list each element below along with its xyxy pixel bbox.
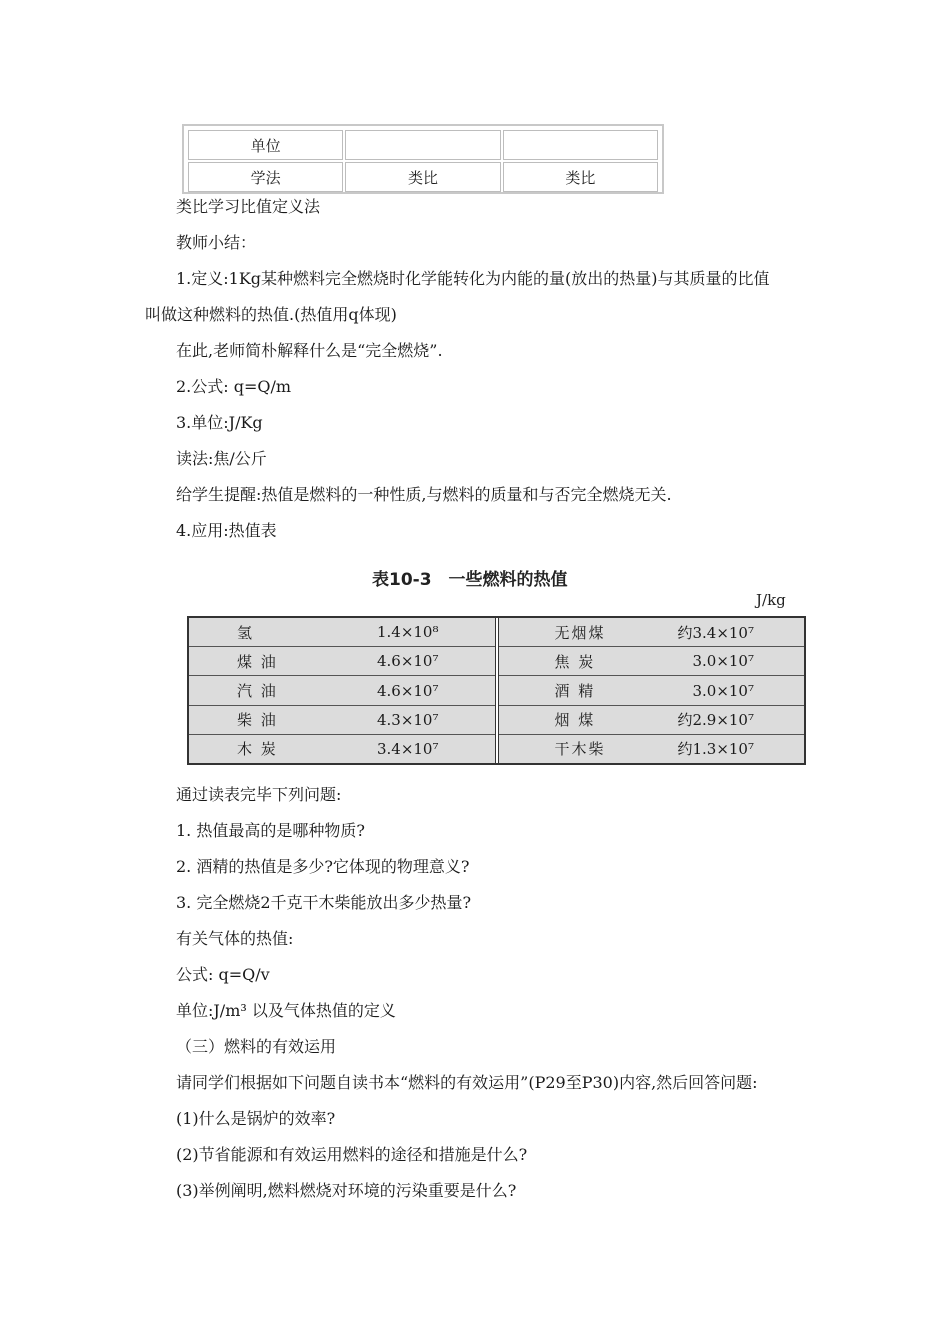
fuel-value: 3.0×10⁷	[692, 652, 754, 671]
paragraph: 2. 酒精的热值是多少?它体现的物理意义?	[176, 857, 470, 876]
paragraph: (3)举例阐明,燃料燃烧对环境的污染重要是什么?	[176, 1181, 517, 1200]
paragraph: (1)什么是锅炉的效率?	[176, 1109, 336, 1128]
paragraph: 4.应用:热值表	[176, 521, 277, 540]
paragraph: 3. 完全燃烧2千克干木柴能放出多少热量?	[176, 893, 472, 912]
fuel-value: 3.0×10⁷	[692, 681, 754, 700]
paragraph: 叫做这种燃料的热值.(热值用q体现)	[145, 305, 397, 324]
paragraph: 有关气体的热值:	[176, 929, 294, 948]
table-cell	[503, 130, 658, 160]
table-cell: 学法	[188, 162, 343, 192]
fuel-value: 4.6×10⁷	[376, 652, 439, 671]
section-heading: （三）燃料的有效运用	[176, 1037, 337, 1056]
fuel-name: 木 炭	[237, 740, 278, 759]
paragraph: 公式: q=Q/v	[176, 965, 270, 984]
paragraph: 3.单位:J/Kg	[176, 413, 263, 432]
fuel-heat-value-table	[187, 616, 806, 765]
fuel-table-unit: J/kg	[756, 591, 786, 609]
table-row	[499, 735, 805, 763]
fuel-table-title: 表10-3 一些燃料的热值	[372, 570, 568, 590]
table-row	[499, 618, 805, 647]
paragraph: 单位:J/m³ 以及气体热值的定义	[176, 1001, 396, 1020]
table-cell: 单位	[188, 130, 343, 160]
paragraph: 1. 热值最高的是哪种物质?	[176, 821, 365, 840]
fuel-name: 汽 油	[237, 682, 278, 700]
fuel-value: 1.4×10⁸	[376, 623, 439, 642]
table-row	[189, 676, 495, 705]
table-row	[188, 130, 658, 160]
paragraph: 请同学们根据如下问题自读书本“燃料的有效运用”(P29至P30)内容,然后回答问题:	[176, 1073, 758, 1092]
fuel-name: 柴 油	[237, 711, 278, 730]
table-row	[189, 735, 495, 763]
table-cell: 类比	[345, 162, 500, 192]
fuel-name: 无烟煤	[554, 623, 606, 642]
paragraph: 通过读表完毕下列问题:	[176, 785, 342, 804]
table-cell	[345, 130, 500, 160]
paragraph: (2)节省能源和有效运用燃料的途径和措施是什么?	[176, 1145, 528, 1164]
paragraph: 类比学习比值定义法	[176, 197, 321, 216]
fuel-name: 焦 炭	[554, 652, 596, 671]
table-row	[189, 647, 495, 676]
table-row	[189, 618, 495, 647]
comparison-table	[182, 124, 664, 194]
table-row	[499, 706, 805, 735]
fuel-value: 4.6×10⁷	[376, 681, 439, 700]
table-row	[189, 706, 495, 735]
fuel-name: 煤 油	[237, 652, 278, 671]
table-row	[499, 676, 805, 705]
fuel-name: 干木柴	[554, 740, 606, 759]
fuel-value: 4.3×10⁷	[376, 710, 439, 729]
paragraph: 读法:焦/公斤	[176, 449, 267, 468]
fuel-table-left-half	[189, 618, 499, 763]
paragraph: 1.定义:1Kg某种燃料完全燃烧时化学能转化为内能的量(放出的热量)与其质量的比值	[176, 269, 770, 288]
table-cell: 类比	[503, 162, 658, 192]
paragraph: 给学生提醒:热值是燃料的一种性质,与燃料的质量和与否完全燃烧无关.	[176, 485, 672, 504]
fuel-value: 约3.4×10⁷	[677, 623, 754, 642]
table-row	[499, 647, 805, 676]
paragraph: 教师小结：	[176, 233, 257, 252]
fuel-name: 酒 精	[554, 682, 596, 700]
table-row	[188, 162, 658, 192]
paragraph: 2.公式: q=Q/m	[176, 377, 292, 396]
fuel-name: 烟 煤	[554, 711, 596, 730]
fuel-value: 约1.3×10⁷	[677, 740, 754, 759]
fuel-name: 氢	[237, 623, 255, 642]
paragraph: 在此,老师简朴解释什么是“完全燃烧”.	[176, 341, 443, 360]
fuel-value: 3.4×10⁷	[376, 739, 439, 758]
fuel-value: 约2.9×10⁷	[677, 711, 754, 730]
fuel-table-right-half	[499, 618, 805, 763]
